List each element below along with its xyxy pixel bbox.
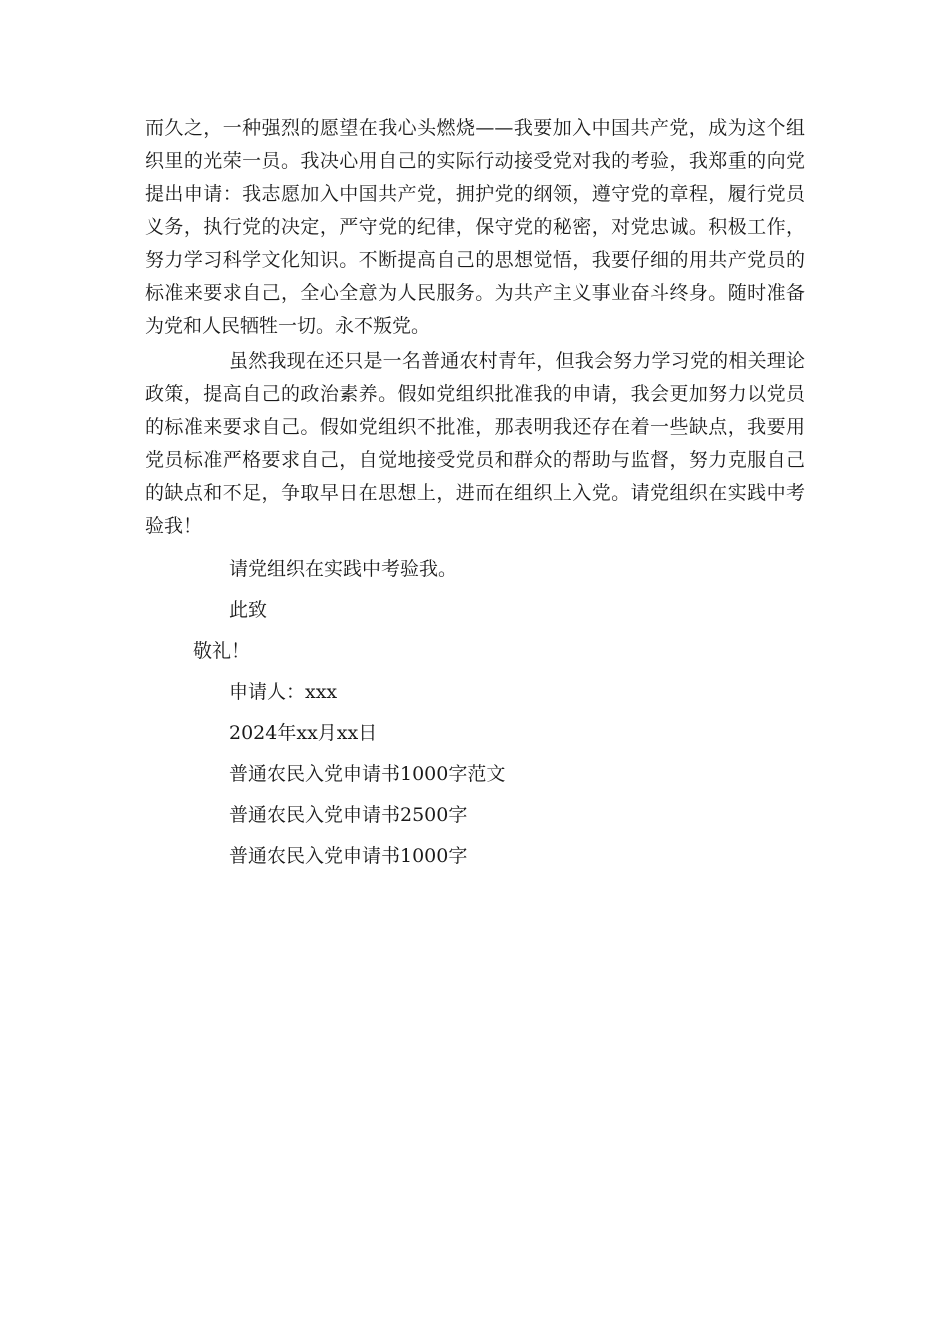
salutation-cizhi: 此致: [229, 599, 268, 621]
body-paragraph: 虽然我现在还只是一名普通农村青年，但我会努力学习党的相关理论政策，提高自己的政治素养。假如党组织批准我的申请，我会更加努力以党员的标准来要求自己。假如党组织不批准，那表明我还存在着一些缺点，我要用党员标准严格要求自己，自觉地接受党员和群众的帮助与监督，努力克服自己的缺点和不足，争取早日在思想上，进而在组织上入党。请党组织在实践中考验我！: [145, 350, 805, 537]
related-title: 普通农民入党申请书2500字: [229, 804, 468, 826]
related-title: 普通农民入党申请书1000字范文: [229, 763, 506, 785]
related-title: 普通农民入党申请书1000字: [229, 845, 468, 867]
application-date: 2024年xx月xx日: [229, 722, 378, 744]
applicant-signature: 申请人：xxx: [229, 681, 338, 703]
closing-sentence: 请党组织在实践中考验我。: [229, 558, 458, 580]
salutation-jingli: 敬礼！: [193, 640, 251, 662]
body-paragraph: 而久之，一种强烈的愿望在我心头燃烧——我要加入中国共产党，成为这个组织里的光荣一员。我决心用自己的实际行动接受党对我的考验，我郑重的向党提出申请：我志愿加入中国共产党，拥护党的纲领，遵守党的章程，履行党员义务，执行党的决定，严守党的纪律，保守党的秘密，对党忠诚。积极工作，努力学习科学文化知识。不断提高自己的思想觉悟，我要仔细的用共产党员的标准来要求自己，全心全意为人民服务。为共产主义事业奋斗终身。随时准备为党和人民牺牲一切。永不叛党。: [145, 117, 805, 337]
